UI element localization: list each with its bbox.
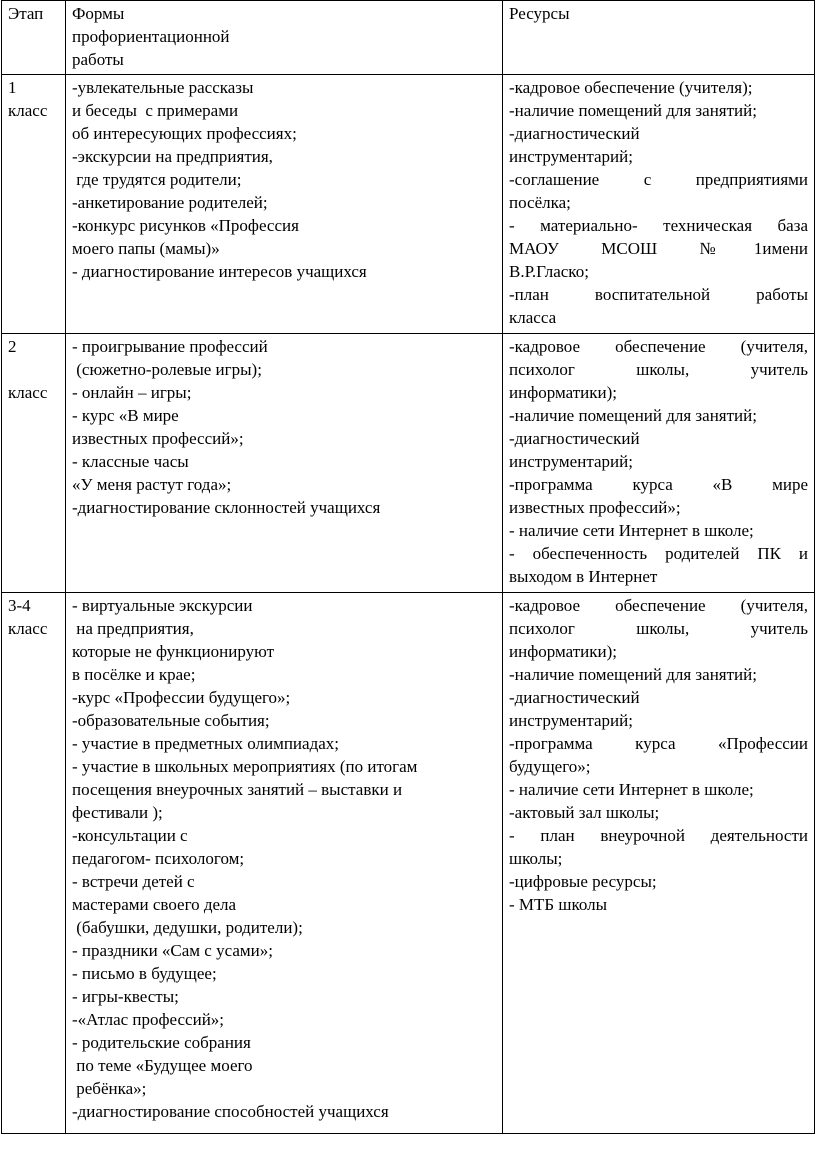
form-item-line: - проигрывание профессий [72,337,268,356]
resource-item-line: выходом в Интернет [509,567,658,586]
form-item-line: ребёнка»; [72,1079,147,1098]
resources-cell [503,75,815,334]
resource-item-line: -наличие помещений для занятий; [509,101,757,120]
form-item-line: - праздники «Сам с усами»; [72,941,273,960]
header-forms-line: работы [72,50,124,69]
form-item-line: -увлекательные рассказы [72,78,254,97]
resource-item-line: -диагностический [509,124,640,143]
resource-item [509,99,808,122]
resource-item-line: -диагностический [509,429,640,448]
form-item-line: об интересующих профессиях; [72,124,297,143]
stage-label: класс [8,619,48,638]
form-item-line: - виртуальные экскурсии [72,596,253,615]
resource-item-line: - наличие сети Интернет в школе; [509,521,754,540]
form-item-line: -курс «Профессии будущего»; [72,688,291,707]
form-item-line: - письмо в будущее; [72,964,217,983]
form-item-line: и беседы с примерами [72,101,239,120]
form-item-line: - классные часы [72,452,189,471]
resource-item-line: будущего»; [509,757,591,776]
resource-item-line: -наличие помещений для занятий; [509,406,757,425]
stage-label: класс [8,383,48,402]
resource-item-line: -диагностический [509,688,640,707]
resource-item [509,122,808,168]
form-item-line: «У меня растут года»; [72,475,232,494]
header-forms-line: Формы [72,4,125,23]
form-item-line: посещения внеурочных занятий – выставки и [72,780,403,799]
form-item-line: - онлайн – игры; [72,383,192,402]
resource-item [509,893,808,916]
resource-item-line: -план воспитательной работы [509,285,808,304]
resource-item [509,335,808,404]
resource-item [509,214,808,283]
forms-cell [66,75,503,334]
resource-item-line: психолог школы, учитель [509,360,808,379]
resource-item [509,427,808,473]
resource-item [509,824,808,870]
resource-item-line: -актовый зал школы; [509,803,660,822]
resource-item-line: информатики); [509,383,617,402]
form-item-line: известных профессий»; [72,429,244,448]
form-item-line: - родительские собрания [72,1033,251,1052]
stage-label: 2 [8,337,17,356]
table-row [2,593,815,1134]
header-forms [66,1,503,75]
resource-item [509,870,808,893]
resource-item [509,778,808,801]
form-item-line: на предприятия, [72,619,194,638]
resource-item-line: - план внеурочной деятельности [509,826,808,845]
form-item-line: (сюжетно-ролевые игры); [72,360,262,379]
resource-item [509,686,808,732]
header-row [2,1,815,75]
resource-item-line: информатики); [509,642,617,661]
form-item-line: -«Атлас профессий»; [72,1010,225,1029]
resource-item-line: -цифровые ресурсы; [509,872,657,891]
header-stage: Этап [2,1,66,75]
resource-item [509,594,808,663]
form-item-line: -диагностирование склонностей учащихся [72,498,381,517]
form-item-line: -образовательные события; [72,711,270,730]
resources-cell [503,334,815,593]
resource-item-line: инструментарий; [509,452,633,471]
resource-item-line: - МТБ школы [509,895,608,914]
resource-item [509,283,808,329]
table-row [2,75,815,334]
resource-item-line: -наличие помещений для занятий; [509,665,757,684]
table-row [2,334,815,593]
resource-item [509,473,808,519]
forms-cell [66,593,503,1134]
resource-item-line: инструментарий; [509,147,633,166]
resource-item-line: класса [509,308,557,327]
form-item-line: мастерами своего дела [72,895,237,914]
stage-label: 1 [8,78,17,97]
resource-item-line: -соглашение с предприятиями [509,170,808,189]
stage-label: класс [8,101,48,120]
form-item-line: - диагностирование интересов учащихся [72,262,367,281]
resource-item-line: посёлка; [509,193,571,212]
form-item-line: педагогом- психологом; [72,849,245,868]
resource-item [509,404,808,427]
form-item-line: в посёлке и крае; [72,665,196,684]
resource-item [509,542,808,588]
resource-item-line: -программа курса «В мире [509,475,808,494]
resource-item-line: -кадровое обеспечение (учителя, [509,337,808,356]
forms-cell [66,334,503,593]
resource-item-line: - наличие сети Интернет в школе; [509,780,754,799]
resources-cell [503,593,815,1134]
resource-item-line: -кадровое обеспечение (учителя); [509,78,753,97]
form-item-line: -анкетирование родителей; [72,193,268,212]
form-item-line: - игры-квесты; [72,987,179,1006]
resource-item [509,732,808,778]
resource-item-line: инструментарий; [509,711,633,730]
resource-item-line: психолог школы, учитель [509,619,808,638]
form-item-line: -конкурс рисунков «Профессия [72,216,299,235]
resource-item-line: - обеспеченность родителей ПК и [509,544,808,563]
form-item-line: моего папы (мамы)» [72,239,220,258]
form-item-line: - курс «В мире [72,406,179,425]
resource-item [509,76,808,99]
resource-item-line: школы; [509,849,563,868]
header-resources: Ресурсы [503,1,815,75]
stage-cell [2,334,66,593]
stage-label: 3-4 [8,596,31,615]
resource-item [509,663,808,686]
form-item-line: - участие в предметных олимпиадах; [72,734,339,753]
resource-item-line: известных профессий»; [509,498,681,517]
resource-item-line: В.Р.Гласко; [509,262,589,281]
stage-cell [2,593,66,1134]
form-item-line: -диагностирование способностей учащихся [72,1102,389,1121]
form-item-line: - участие в школьных мероприятиях (по итогам [72,757,418,776]
form-item-line: по теме «Будущее моего [72,1056,253,1075]
resource-item-line: МАОУ МСОШ №1имени [509,239,808,258]
form-item-line: -консультации с [72,826,188,845]
resource-item-line: -кадровое обеспечение (учителя, [509,596,808,615]
form-item-line: (бабушки, дедушки, родители); [72,918,303,937]
stage-label [8,358,59,381]
career-guidance-table [1,0,815,1134]
form-item-line: где трудятся родители; [72,170,242,189]
form-item-line: - встречи детей с [72,872,195,891]
form-item-line: которые не функционируют [72,642,275,661]
header-forms-line: профориентационной [72,27,230,46]
form-item-line: фестивали ); [72,803,163,822]
resource-item [509,519,808,542]
stage-cell [2,75,66,334]
resource-item-line: - материально- техническая база [509,216,808,235]
resource-item [509,801,808,824]
resource-item-line: -программа курса «Профессии [509,734,808,753]
form-item-line: -экскурсии на предприятия, [72,147,273,166]
resource-item [509,168,808,214]
